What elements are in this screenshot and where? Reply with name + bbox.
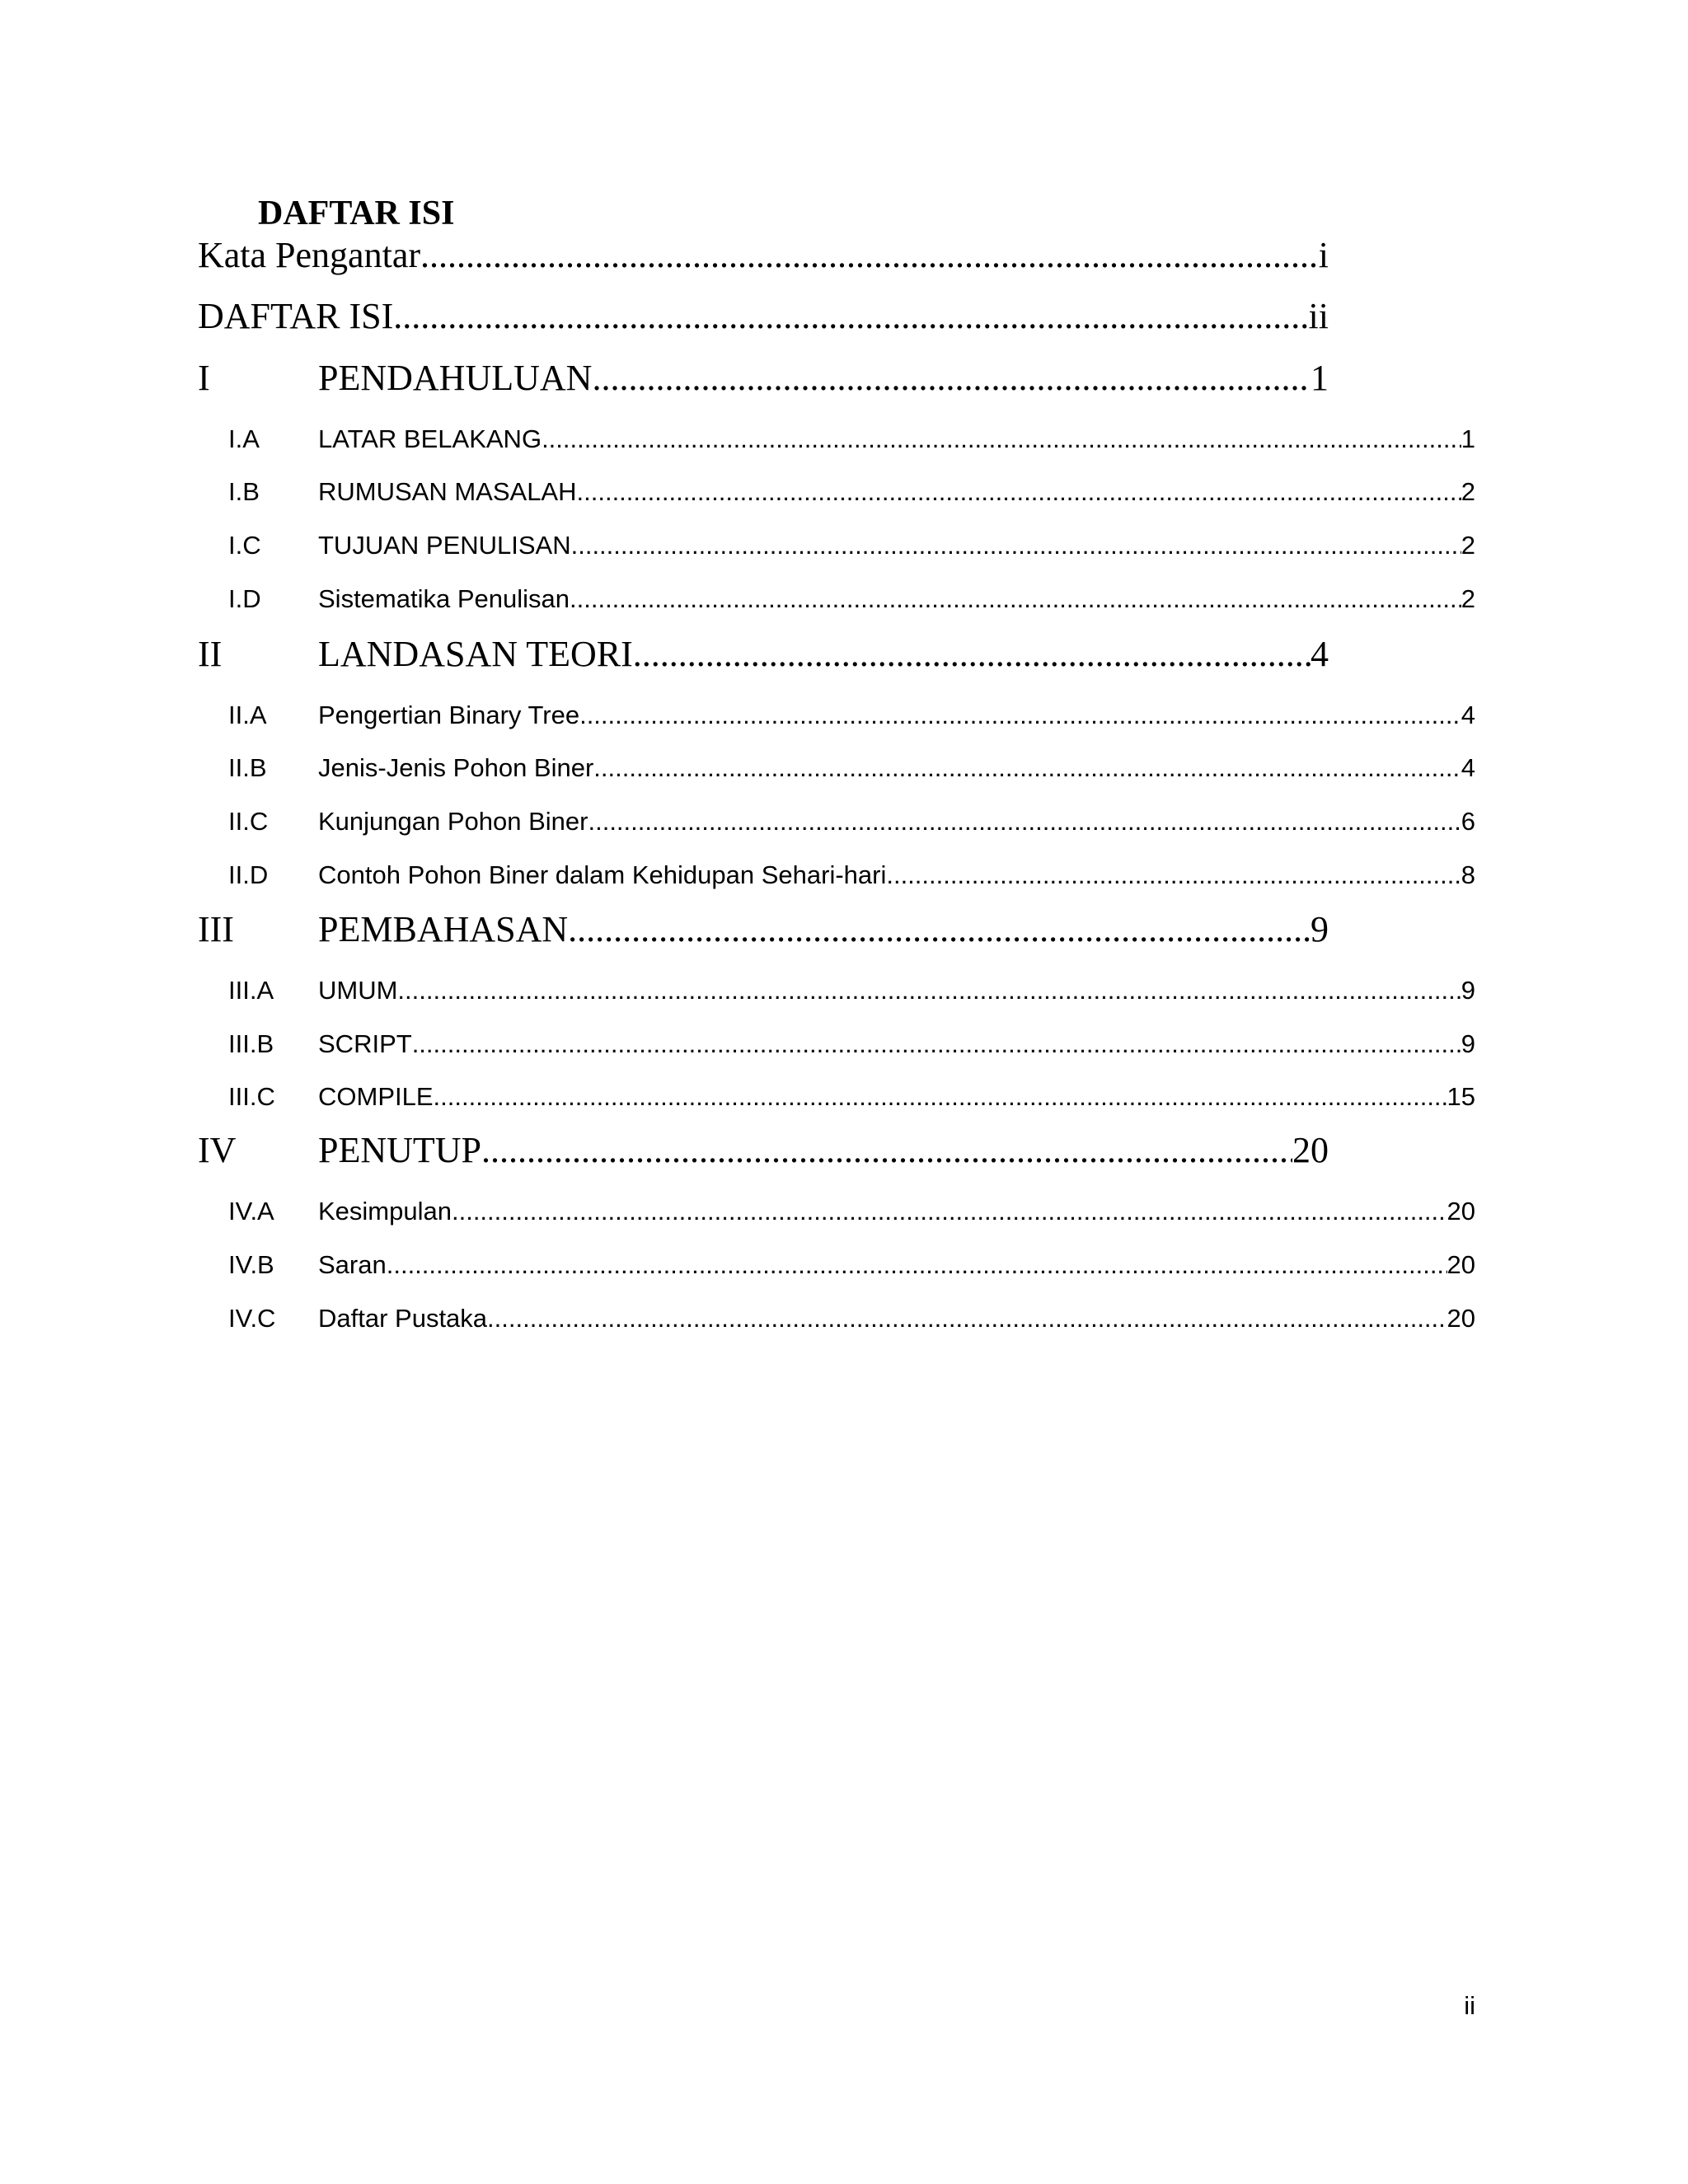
toc-section-number: II.C <box>228 807 269 836</box>
toc-chapter-number: III <box>198 909 234 949</box>
dot-leader <box>593 753 1461 783</box>
toc-section-ii-d[interactable] <box>228 860 1475 895</box>
toc-section-ii-a[interactable] <box>228 701 1475 735</box>
toc-section-page: 20 <box>1447 1197 1475 1226</box>
toc-section-number: III.B <box>228 1029 274 1058</box>
dot-leader <box>571 531 1461 560</box>
toc-section-number: II.D <box>228 860 269 889</box>
dot-leader <box>579 701 1461 730</box>
toc-section-label: TUJUAN PENULISAN <box>318 531 571 560</box>
toc-chapter-label: PENDAHULUAN <box>318 358 593 398</box>
toc-section-label: SCRIPT <box>318 1029 412 1058</box>
toc-chapter-label: LANDASAN TEORI <box>318 634 633 674</box>
toc-section-iii-c[interactable] <box>228 1082 1475 1117</box>
toc-section-ii-c[interactable] <box>228 807 1475 841</box>
toc-section-label: UMUM <box>318 976 398 1005</box>
toc-section-number: IV.B <box>228 1250 274 1279</box>
toc-section-label: Sistematika Penulisan <box>318 584 570 613</box>
toc-section-number: I.B <box>228 477 260 506</box>
toc-section-iii-a[interactable] <box>228 976 1475 1010</box>
toc-entry-page: ii <box>1308 296 1329 336</box>
toc-section-page: 9 <box>1461 1029 1475 1058</box>
toc-section-number: I.C <box>228 531 261 560</box>
toc-section-label: Kesimpulan <box>318 1197 452 1226</box>
dot-leader <box>387 1250 1447 1280</box>
toc-section-page: 9 <box>1461 976 1475 1005</box>
page-title: DAFTAR ISI <box>258 194 455 232</box>
toc-section-i-b[interactable] <box>228 477 1475 512</box>
page-number-footer: ii <box>1464 1991 1475 2020</box>
toc-section-page: 8 <box>1461 860 1475 889</box>
dot-leader <box>412 1029 1461 1059</box>
toc-section-page: 20 <box>1447 1250 1475 1279</box>
toc-section-number: II.B <box>228 753 267 782</box>
dot-leader <box>568 908 1311 950</box>
toc-chapter-iii[interactable] <box>198 908 1329 958</box>
toc-section-i-c[interactable] <box>228 531 1475 565</box>
toc-chapter-number: I <box>198 358 210 398</box>
dot-leader <box>886 860 1461 890</box>
toc-chapter-number: II <box>198 634 223 674</box>
dot-leader <box>434 1082 1447 1112</box>
toc-entry-kata-pengantar[interactable] <box>198 234 1329 284</box>
toc-section-i-d[interactable] <box>228 584 1475 619</box>
dot-leader <box>397 976 1461 1005</box>
toc-section-number: III.A <box>228 976 274 1005</box>
toc-chapter-page: 1 <box>1311 358 1329 398</box>
toc-section-label: COMPILE <box>318 1082 434 1111</box>
toc-section-label: LATAR BELAKANG <box>318 424 542 453</box>
toc-section-label: Jenis-Jenis Pohon Biner <box>318 753 594 782</box>
toc-section-number: I.D <box>228 584 261 613</box>
dot-leader <box>542 424 1461 454</box>
toc-section-label: Contoh Pohon Biner dalam Kehidupan Sehari-hari <box>318 860 887 889</box>
toc-chapter-label: PENUTUP <box>318 1130 482 1170</box>
dot-leader <box>393 295 1308 337</box>
toc-section-page: 6 <box>1461 807 1475 836</box>
toc-section-i-a[interactable] <box>228 424 1475 459</box>
dot-leader <box>481 1129 1292 1171</box>
toc-section-page: 4 <box>1461 753 1475 782</box>
toc-chapter-label: PEMBAHASAN <box>318 909 569 949</box>
toc-section-number: II.A <box>228 701 267 729</box>
toc-section-page: 2 <box>1461 584 1475 613</box>
dot-leader <box>588 807 1461 837</box>
dot-leader <box>570 584 1461 614</box>
toc-section-number: IV.A <box>228 1197 274 1226</box>
toc-section-page: 1 <box>1461 424 1475 453</box>
toc-section-number: IV.C <box>228 1304 276 1333</box>
dot-leader <box>420 234 1319 276</box>
dot-leader <box>487 1304 1447 1333</box>
toc-chapter-i[interactable] <box>198 357 1329 406</box>
toc-section-label: Daftar Pustaka <box>318 1304 488 1333</box>
toc-section-iv-c[interactable] <box>228 1304 1475 1338</box>
toc-section-page: 15 <box>1447 1082 1475 1111</box>
toc-chapter-page: 9 <box>1311 909 1329 949</box>
dot-leader <box>452 1197 1447 1226</box>
toc-section-label: Kunjungan Pohon Biner <box>318 807 588 836</box>
toc-section-number: I.A <box>228 424 260 453</box>
toc-section-page: 4 <box>1461 701 1475 729</box>
toc-section-iv-b[interactable] <box>228 1250 1475 1285</box>
toc-entry-label: Kata Pengantar <box>198 235 420 275</box>
toc-chapter-iv[interactable] <box>198 1129 1329 1179</box>
toc-entry-label: DAFTAR ISI <box>198 296 394 336</box>
dot-leader <box>577 477 1461 507</box>
toc-entry-daftar-isi[interactable] <box>198 295 1329 344</box>
toc-section-page: 2 <box>1461 531 1475 560</box>
toc-entry-page: i <box>1318 235 1329 275</box>
toc-section-page: 20 <box>1447 1304 1475 1333</box>
toc-chapter-number: IV <box>198 1130 237 1170</box>
toc-section-label: Pengertian Binary Tree <box>318 701 580 729</box>
dot-leader <box>592 357 1311 399</box>
toc-section-label: RUMUSAN MASALAH <box>318 477 577 506</box>
toc-section-iii-b[interactable] <box>228 1029 1475 1064</box>
toc-chapter-ii[interactable] <box>198 633 1329 682</box>
toc-section-iv-a[interactable] <box>228 1197 1475 1231</box>
toc-section-number: III.C <box>228 1082 275 1111</box>
toc-section-page: 2 <box>1461 477 1475 506</box>
toc-section-label: Saran <box>318 1250 387 1279</box>
toc-section-ii-b[interactable] <box>228 753 1475 788</box>
toc-chapter-page: 20 <box>1292 1130 1329 1170</box>
dot-leader <box>633 633 1311 675</box>
toc-chapter-page: 4 <box>1311 634 1329 674</box>
